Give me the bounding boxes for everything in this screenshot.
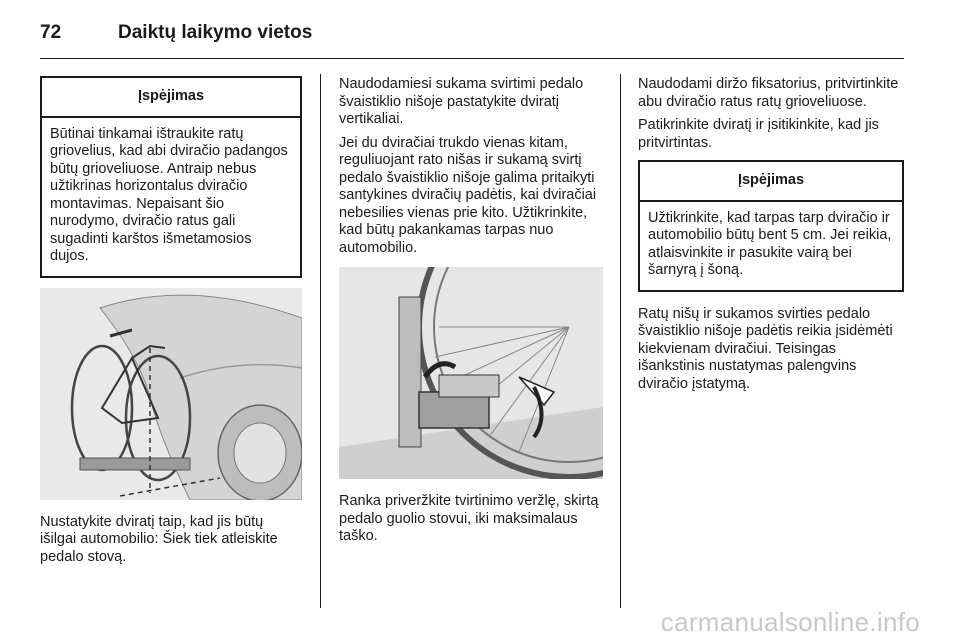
paragraph: Naudodamiesi sukama svirtimi pedalo švaistiklio nišoje pastatykite dviratį vertikaliai. [339,76,584,127]
page-header [40,18,312,48]
figure-caption: Nustatykite dviratį taip, kad jis būtų išilgai automobilio: Šiek tiek atleiskite pedalo stovą. [40,513,278,565]
warning-box [638,160,904,292]
column-divider [620,74,621,608]
paragraph: Naudodami diržo fiksatorius, pritvirtinkite abu dviračio ratus ratų grioveliuose. [638,76,899,110]
paragraph: Ratų nišų ir sukamos svirties pedalo švaistiklio nišoje padėtis reikia įsidėmėti kiekvienam dviračiui. Teisingas išankstinis nustatymas palengvins dviračio įstatymą. [638,305,893,392]
watermark: carmanualsonline.info [660,607,920,637]
page-title: Daiktų laikymo vietos [118,22,313,43]
figure-bike-on-carrier [40,288,302,500]
pedal-bracket-illustration [339,267,603,479]
warning-text: Užtikrinkite, kad tarpas tarp dviračio ir automobilio būtų bent 5 cm. Jei reikia, atlaisvinkite ir pasukite vairą bei šarnyrą į šoną. [648,209,892,278]
bike-carrier-illustration [40,288,302,500]
warning-title: Įspėjimas [42,78,300,118]
figure-pedal-bracket [339,267,603,479]
warning-box [40,76,302,278]
column-middle [339,76,605,552]
figure-caption: Ranka priveržkite tvirtinimo veržlę, skirtą pedalo guolio stovui, iki maksimalaus taško. [339,493,599,544]
warning-text: Būtinai tinkamai ištraukite ratų griovelius, kad abi dviračio padangos būtų grioveliuose. Antraip nebus užtikrinas horizontalus dviračio montavimas. Nepaisant šio nurodymo, dviračio ratus gali sugadinti karštos išmetamosios dujos. [50,125,288,264]
paragraph: Jei du dviračiai trukdo vienas kitam, reguliuojant rato nišas ir sukamą svirtį pedalo švaistiklio nišoje galima pritaikyti santykines dviračių padėtis, kai dviračiai nebesilies vienas prie kito. Užtikrinkite, kad būtų pakankamas tarpas nuo automobilio. [339,134,597,256]
header-divider [40,58,904,59]
column-divider [320,74,321,608]
paragraph: Patikrinkite dviratį ir įsitikinkite, kad jis pritvirtintas. [638,117,879,151]
page-number: 72 [40,22,62,43]
column-left [40,76,302,572]
column-right [638,76,904,399]
warning-title: Įspėjimas [640,162,902,202]
